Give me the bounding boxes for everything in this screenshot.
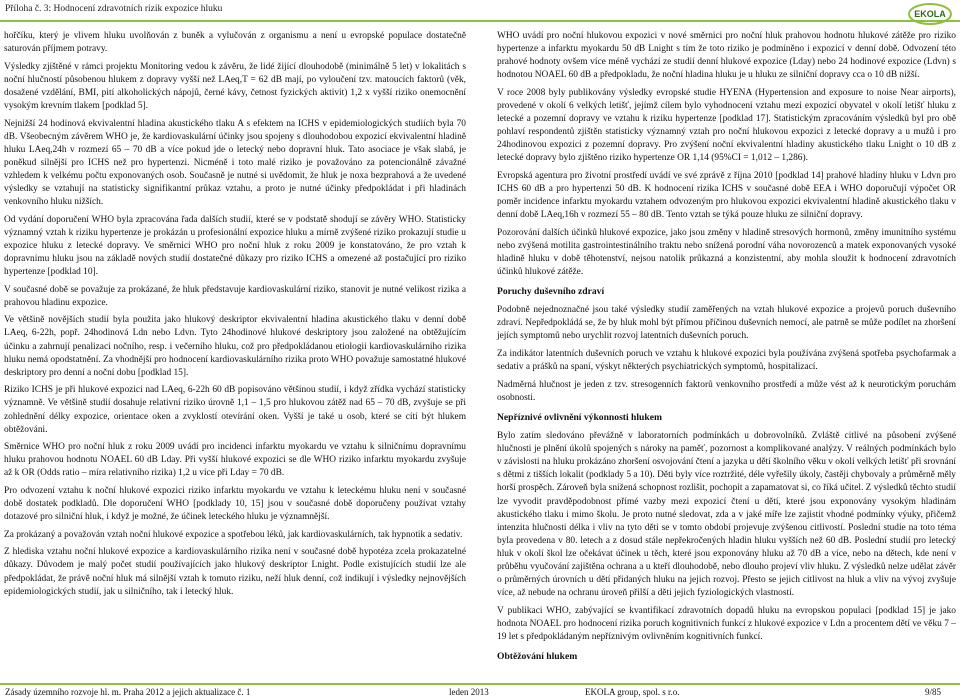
right-column	[497, 30, 956, 669]
footer-document-title: Zásady územního rozvoje hl. m. Praha 2012 a jejich aktualizace č. 1	[5, 687, 251, 697]
paragraph: Od vydání doporučení WHO byla zpracována řada dalších studií, které se v podstatě shodují se závěry WHO. Statisticky významný vztah k riziku hypertenze je prokázán u profesionální expozice hluku a mírně zvýšené riziko prokazují studie u expozice hluku z letecké dopravy. Ve směrnici WHO pro noční hluk z roku 2009 je konstatováno, že pro vztah k dopravnímu hluku jsou na základě nových studií dostatečné důkazy pro riziko ICHS a omezené až postačující pro riziko hypertenze [podklad 10].	[4, 214, 466, 278]
paragraph: Směrnice WHO pro noční hluk z roku 2009 uvádí pro incidenci infarktu myokardu ve vztahu k silničnímu dopravnímu hluku prahovou hodnotu NOAEL 60 dB Lday. Při vyšší hlukové expozici se dle WHO riziko infarktu myokardu zvyšuje až k OR (Odds ratio – míra relativního rizika) 1,2 u více při Lday = 70 dB.	[4, 442, 466, 479]
paragraph: WHO uvádí pro noční hlukovou expozici v nové směrnici pro noční hluk prahovou hodnotu hlukové zátěže pro riziko hypertenze a infarktu myokardu 50 dB Lnight s tím že toto riziko je podmíněno i expozicí v denní době. Odvození této prahové hodnoty ovšem více méně vychází ze studií denní hlukové expozice (Lday) nebo 24 hodinové expozice (Ldvn) s hodnotou NOAEL 60 dB a předpokladu, že noční hladina hluku je u hluku ze silniční dopravy cca o 10 dB nižší.	[497, 31, 956, 81]
section-heading: Nepříznivé ovlivnění výkonnosti hlukem	[497, 411, 662, 423]
footer-company: EKOLA group, spol. s r.o.	[585, 687, 680, 697]
footer-page-number: 9/85	[925, 687, 942, 697]
page-footer	[0, 683, 960, 699]
paragraph: Z hlediska vztahu noční hlukové expozice a kardiovaskulárního rizika není v současné době hypotéza zcela prokazatelné důkazy. Důvodem je malý počet studií používajících jako hlukový deskriptor Lnight. Podle existujících studií lze ale předpokládat, že právě noční hluk má silnější vztah k tomuto riziku, neží hluk denní, což indikují i výsledky nejnovějších epidemiologických studií, jak u silničního, tak i letecký hluk.	[4, 547, 466, 597]
paragraph: Za indikátor latentních duševních poruch ve vztahu k hlukové expozici byla používána zvýšená spotřeba psychofarmak a sedativ a prášků na spaní, výskyt některých psychiatrických symptomů, hospitalizací.	[497, 349, 956, 373]
paragraph: Podobně nejednoznačné jsou také výsledky studií zaměřených na vztah hlukové expozice a projevů poruch duševního zdraví. Nepředpokládá se, že by hluk mohl být přímou příčinou duševních nemocí, ale patrně se může podílet na zhoršení jejích symptomů nebo urychlit rozvoj latentních duševních poruch.	[497, 305, 956, 342]
paragraph: V publikaci WHO, zabývající se kvantifikací zdravotních dopadů hluku na evropskou populaci [podklad 15] je jako hodnota NOAEL pro hodnocení rizika poruch kognitivních funkcí z hlukové expozice v Ldn a procentem dětí ve věku 7 – 19 let s předpokládaným nepříznivým ovlivněním kognitivních funkcí.	[497, 605, 956, 642]
ekola-logo	[906, 0, 954, 26]
page-header	[0, 0, 960, 22]
footer-date: leden 2013	[449, 687, 489, 697]
section-heading: Poruchy duševního zdraví	[497, 286, 605, 298]
paragraph: Pro odvození vztahu k noční hlukové expozici riziko infarktu myokardu ve vztahu k leteckému hluku není v současné době dostatek podkladů. Dle doporučení WHO [podklady 10, 15] jsou v současné době doporučeny používat vztahy dotazové pro silniční hluk, i když je možné, že účinek leteckého hluku je významnější.	[4, 486, 466, 523]
svg-text:EKOLA: EKOLA	[914, 9, 946, 19]
footer-rule	[0, 683, 960, 685]
paragraph: Bylo zatím sledováno převážně v laboratorních podmínkách u dobrovolníků. Zvláště citlivé na působení zvýšené hlučnosti je plnění úkolů spojených s nároky na paměť, pozornost a komplikované analýzy. V reálných podmínkách bylo v závislosti na hluku prokázáno zhoršení osvojování čtení a jazyka u dětí školního věku v okolí velkých letišť při srovnání s dětmi z tišších lokalit (podklady 5 a 10). Děti byly více roztržité, déle vyřešily úkoly, častěji chybovaly a průměrně měly horší prospěch. Zároveň byla snížená schopnost rozlišit, pochopit a zapamatovat si, co říká učitel. Z výsledků těchto studií lze vyvodit pravděpodobnost přímé vazby mezi expozicí čtení u dětí, které jsou exponovány vysokým hladinám akustického tlaku i mimo školu. Je proto nutné sledovat, zda a v jaké míře lze zajistit vhodné podmínky výuky, přičemž intenzita hlučnosti délka i vliv na tyto děti se v tomto období projevuje zvýšenou citlivostí. Poslední studie na toto téma byla provedena v 80. letech a z dosud stále nepřekročených hladin hluku vyšších než 60 dB. Poslední studií pro letecký hluk v okolí škol lze očekávat účinek u těch, které jsou exponovány hluku až 70 dB a více, nebo na dětech, kde není v průběhu vyučování zajištěna ochrana a u kteří dlouhodobě, nebo dlouho projeví vliv hluku. Z výsledků nelze udělat závěr o průměrných úrovních u dětí přidaných hluku na jejich rozvoj. Přesto se jejich citlivost na hluk a vliv na vývoj zvyšuje více, až nebude na ochranu úroveň přilší a děti jejich fyziologických vlastností.	[497, 431, 956, 599]
header-rule	[0, 20, 960, 22]
paragraph: V současné době se považuje za prokázané, že hluk představuje kardiovaskulární riziko, stanovit je nutné velikost rizika a prahovou hladinu expozice.	[4, 284, 466, 308]
paragraph: Nadměrná hlučnost je jeden z tzv. stresogenních faktorů venkovního prostředí a může vést až k neurotickým poruchám osobnosti.	[497, 379, 956, 403]
paragraph: Nejnižší 24 hodinová ekvivalentní hladina akustického tlaku A s efektem na ICHS v epidemiologických studiích byla 70 dB. Všeobecným závěrem WHO je, že kardiovaskulární účinky jsou spojeny s dlouhodobou expozicí ekvivalentní hladině hluku LAeq,24h v rozmezí 65 – 70 dB a více pokud jde o letecký nebo dopravní hluk. Tato asociace je však slabá, je poněkud silnější pro ICHS než pro hypertenzi. Nicméně i toto malé riziko je považováno za potencionálně závažné vzhledem k velkému počtu exponovaných osob. Současně je nutné si uvědomit, že hluk je noxa bezprahová a že uvedené výsledky se vztahují na statisticky signifikantní průkaz vztahu, a proto je nutné účinky předpokládat i při hladinách venkovního hluku nižších.	[4, 118, 466, 208]
paragraph: Ve většině novějších studií byla použita jako hlukový deskriptor ekvivalentní hladina akustického tlaku v denní době LAeq, 6-22h, popř. 24hodinová Ldn nebo Ldvn. Tyto 24hodinové hlukové deskriptory jsou založené na obtěžujícím účinku a zahrnují penalizaci nočního, resp. i večerního hluku, což pro předpokládanou etiologii kardiovaskulárního rizika hluku nemá opodstatnění. Za vhodnější pro hodnocení kardiovaskulárního rizika proto WHO považuje samostatné hlukové deskriptory pro denní a noční dobu [podklad 15].	[4, 315, 466, 378]
left-column	[4, 30, 466, 603]
paragraph: Evropská agentura pro životní prostředí uvádí ve své zprávě z října 2010 [podklad 14] prahové hladiny hluku v Ldvn pro ICHS 60 dB a pro hypertenzi 50 dB. K hodnocení rizika ICHS v současné době EEA i WHO doporučují výpočet OR poměr incidence infarktu myokardu vztahem odvozeným pro hlukovou expozici ekvivalentní hladině akustického tlaku v denní době LAeq,16h v rozmezí 55 – 80 dB. Tento vztah se týká pouze hluku ze silniční dopravy.	[497, 170, 956, 221]
paragraph: Riziko ICHS je při hlukové expozici nad LAeq, 6-22h 60 dB popisováno většinou studií, i když zřídka vychází statisticky významně. Ve většině studií dosahuje relativní riziko úrovně 1,1 – 1,5 pro hlukovou zátěž nad 65 – 70 dB, zvyšuje se při zohlednění délky expozice, orientace oken a zvyklostí otevírání oken. Vyšší je také u osob, které se cítí být hlukem obtěžováni.	[4, 385, 466, 435]
header-title: Příloha č. 3: Hodnocení zdravotních rizik expozice hluku	[5, 4, 223, 14]
section-heading: Obtěžování hlukem	[497, 651, 578, 663]
paragraph: Za prokázaný a považován vztah noční hlukové expozice a spotřebou léků, jak kardiovaskulárních, tak hypnotik a sedativ.	[4, 529, 463, 540]
paragraph: Výsledky zjištěné v rámci projektu Monitoring vedou k závěru, že lidé žijící dlouhodobě (minimálně 5 let) v lokalitách s noční hlučností působenou hlukem z dopravy vyšší než LAeq,T = 62 dB mají, po vyloučení tzv. matoucích faktorů (věk, dosažené vzdělání, BMI, pití alkoholických nápojů, černé kávy, četnost fyzických aktivit) 1,2 x vyšší riziko onemocnění vysokým krevním tlakem [podklad 5].	[4, 61, 466, 111]
paragraph: hořčíku, který je vlivem hluku uvolňován z buněk a vylučován z organismu a není u evropské populace dostatečně saturován příjmem potravy.	[4, 31, 466, 55]
paragraph: Pozorování dalších účinků hlukové expozice, jako jsou změny v hladině stresových hormonů, změny imunitního systému nebo zvýšená motilita gastrointestinálního traktu nebo snížená porodní váha novorozenců a matek exponovaných vysoké hladině hluku v době těhotenství, nejsou natolik průkazná a konzistentní, aby mohla sloužit k hodnocení zdravotních účinků hlukové zátěže.	[497, 227, 956, 278]
paragraph: V roce 2008 byly publikovány výsledky evropské studie HYENA (Hypertension and exposure to noise Near airports), provedené v okolí 6 velkých letišť, jejímž cílem bylo vyhodnocení vztahu mezi expozicí obyvatel v okolí letišť hluku z letecké a pozemní dopravy ve vztahu k riziku hypertenze [podklad 17]. Statistickým zpracováním výsledků byl pro obě pohlaví respondentů zjištěn statisticky významný vztah pro noční hlukovou expozici z letecké dopravy a u mužů i pro 24hodinovou expozici z pozemní dopravy. Pro zvýšení noční ekvivalentní hladiny akustického tlaku Lnight o 10 dB z letecké dopravy bylo zjištěno riziko hypertenze OR 1,14 (95%CI = 1,012 – 1,286).	[497, 87, 956, 164]
